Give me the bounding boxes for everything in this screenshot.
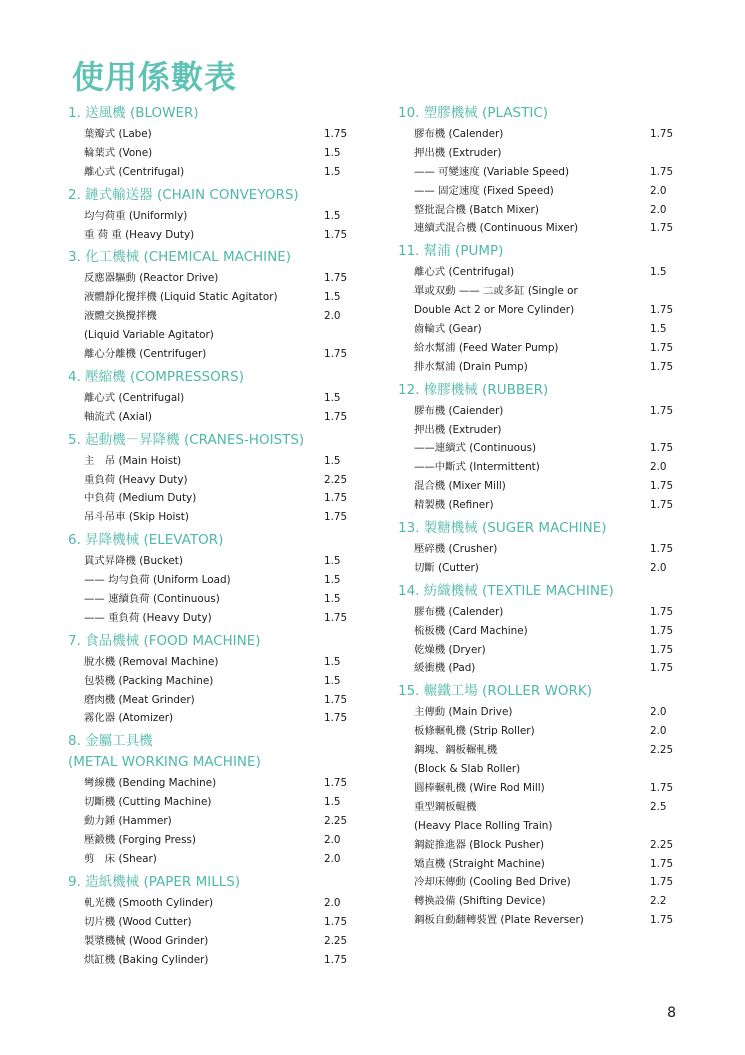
service-factor-value: 1.75: [650, 480, 674, 493]
service-factor-value: 1.75: [650, 605, 674, 618]
section: [398, 582, 698, 679]
machine-name: ——連續式 (Continuous): [414, 442, 537, 455]
section-title: 7. 食品機械 (FOOD MACHINE): [68, 632, 261, 649]
list-item: [68, 793, 358, 812]
machine-name: 押出機 (Extruder): [414, 423, 502, 436]
section: [68, 873, 358, 970]
service-factor-value: 2.0: [650, 203, 667, 216]
machine-name: 製漿機械 (Wood Grinder): [84, 934, 209, 947]
machine-name: 脫水機 (Removal Machine): [84, 655, 219, 668]
section: [398, 519, 698, 578]
service-factor-value: 1.5: [324, 454, 341, 467]
section-title: 6. 昇降機械 (ELEVATOR): [68, 532, 224, 549]
list-item: [68, 489, 358, 508]
list-item: [398, 622, 698, 641]
list-item: [68, 163, 358, 182]
list-item: [68, 207, 358, 226]
machine-name: 剪 床 (Shear): [84, 852, 157, 865]
machine-name: (Heavy Place Rolling Train): [414, 819, 553, 832]
service-factor-value: 1.75: [324, 410, 348, 423]
list-item: [398, 125, 698, 144]
machine-name: 主傳動 (Main Drive): [414, 706, 513, 719]
section-title: 15. 輾鐵工場 (ROLLER WORK): [398, 683, 593, 700]
list-item: [68, 850, 358, 869]
service-factor-value: 1.75: [324, 712, 348, 725]
service-factor-value: 1.75: [324, 777, 348, 790]
service-factor-value: 2.0: [650, 725, 667, 738]
list-item: [68, 345, 358, 364]
service-factor-value: 1.75: [324, 915, 348, 928]
service-factor-value: 1.75: [650, 128, 674, 140]
service-factor-value: 1.5: [324, 146, 341, 159]
list-item: [398, 659, 698, 678]
list-item: [398, 320, 698, 339]
list-item: [398, 817, 698, 836]
list-item: [68, 672, 358, 691]
machine-name: 給水幫浦 (Feed Water Pump): [414, 341, 559, 354]
list-item: [68, 226, 358, 245]
list-item: [398, 722, 698, 741]
page-title: 使用係數表: [72, 58, 238, 96]
service-factor-value: 1.75: [324, 693, 348, 706]
list-item: [398, 163, 698, 182]
list-item: [398, 339, 698, 358]
service-factor-value: 2.5: [650, 800, 667, 813]
page-number: 8: [667, 1005, 676, 1021]
machine-name: 動力錘 (Hammer): [84, 815, 172, 828]
list-item: [398, 559, 698, 578]
list-item: [398, 282, 698, 301]
machine-name: 切片機 (Wood Cutter): [84, 915, 192, 928]
machine-name: 鋼錠推進器 (Block Pusher): [414, 838, 545, 851]
machine-name: 冷却床傳動 (Cooling Bed Drive): [414, 876, 571, 889]
list-item: [398, 641, 698, 660]
list-item: [398, 219, 698, 238]
list-item: [398, 421, 698, 440]
service-factor-value: 2.2: [650, 895, 667, 908]
list-item: [398, 182, 698, 201]
section-title: 12. 橡膠機械 (RUBBER): [398, 381, 549, 398]
section-title: 9. 造紙機械 (PAPER MILLS): [68, 873, 241, 890]
machine-name: Double Act 2 or More Cylinder): [414, 304, 575, 317]
section: [398, 381, 698, 515]
section-title: 8. 金屬工具機: [68, 733, 153, 750]
list-item: [398, 892, 698, 911]
service-factor-value: 1.75: [650, 857, 674, 870]
service-factor-value: 1.75: [324, 511, 348, 524]
machine-name: 單或双動 —— 二或多缸 (Single or: [414, 285, 578, 298]
service-factor-value: 1.75: [650, 876, 674, 889]
list-item: [68, 389, 358, 408]
machine-name: 烘缸機 (Baking Cylinder): [84, 953, 209, 966]
list-item: [68, 144, 358, 163]
service-factor-value: 1.5: [324, 593, 341, 606]
machine-name: 重負荷 (Heavy Duty): [84, 473, 188, 486]
service-factor-value: 1.5: [650, 266, 667, 279]
machine-name: 均勻荷重 (Uniformly): [84, 209, 188, 222]
service-factor-value: 1.75: [650, 341, 674, 354]
list-item: [68, 691, 358, 710]
list-item: [68, 326, 358, 345]
list-item: [398, 703, 698, 722]
service-factor-value: 1.75: [324, 492, 348, 505]
service-factor-value: 1.5: [324, 655, 341, 668]
service-factor-value: 1.75: [650, 643, 674, 656]
list-item: [398, 201, 698, 220]
machine-name: —— 可變速度 (Variable Speed): [414, 165, 570, 178]
machine-name: 包裝機 (Packing Machine): [84, 674, 214, 687]
list-item: [398, 496, 698, 515]
machine-name: 壓碎機 (Crusher): [414, 543, 498, 556]
service-factor-value: 1.75: [650, 304, 674, 317]
list-item: [398, 836, 698, 855]
left-column: [68, 100, 358, 969]
machine-name: 液體靜化攪拌機 (Liquid Static Agitator): [84, 291, 278, 304]
service-factor-value: 1.5: [324, 796, 341, 809]
service-factor-value: 1.75: [650, 662, 674, 675]
right-column: [398, 100, 698, 930]
section-title: 13. 製糖機械 (SUGER MACHINE): [398, 520, 607, 537]
list-item: [398, 779, 698, 798]
section: [68, 732, 358, 868]
service-factor-value: 1.75: [650, 360, 674, 373]
machine-name: 緩衝機 (Pad): [414, 662, 476, 675]
service-factor-value: 1.75: [324, 128, 348, 140]
service-factor-value: 2.25: [324, 473, 348, 486]
section-title: 5. 起動機－昇降機 (CRANES-HOISTS): [68, 431, 305, 448]
service-factor-value: 1.75: [324, 272, 348, 285]
list-item: [398, 458, 698, 477]
section: [398, 242, 698, 376]
service-factor-value: 1.75: [650, 499, 674, 512]
service-factor-value: 2.25: [324, 934, 348, 947]
machine-name: 重 荷 重 (Heavy Duty): [84, 228, 195, 241]
list-item: [68, 125, 358, 144]
service-factor-value: 1.5: [324, 574, 341, 587]
section: [68, 431, 358, 528]
machine-name: 梳板機 (Card Machine): [414, 624, 528, 637]
service-factor-value: 1.5: [324, 555, 341, 568]
list-item: [68, 508, 358, 527]
section: [68, 104, 358, 182]
machine-name: 切斷機 (Cutting Machine): [84, 796, 212, 809]
list-item: [398, 760, 698, 779]
list-item: [68, 571, 358, 590]
machine-name: 彎線機 (Bending Machine): [84, 777, 217, 790]
list-item: [398, 855, 698, 874]
service-factor-value: 1.75: [650, 914, 674, 927]
service-factor-value: 2.0: [324, 896, 341, 909]
list-item: [68, 894, 358, 913]
section-title-line2: (METAL WORKING MACHINE): [68, 754, 261, 771]
machine-name: 精製機 (Refiner): [414, 499, 494, 512]
machine-name: 矯直機 (Straight Machine): [414, 857, 545, 870]
service-factor-value: 1.75: [650, 781, 674, 794]
section: [68, 531, 358, 628]
machine-name: —— 重負荷 (Heavy Duty): [84, 611, 212, 624]
section: [68, 248, 358, 363]
machine-name: 離心式 (Centrifugal): [414, 266, 515, 279]
machine-name: 軸流式 (Axial): [84, 410, 152, 423]
service-factor-value: 1.5: [324, 674, 341, 687]
machine-name: (Block & Slab Roller): [414, 763, 521, 776]
machine-name: 主 吊 (Main Hoist): [84, 454, 182, 467]
machine-name: 葉瓣式 (Labe): [84, 128, 152, 140]
section-title: 11. 幫浦 (PUMP): [398, 243, 504, 260]
section: [398, 104, 698, 238]
section-title: 10. 塑膠機械 (PLASTIC): [398, 105, 549, 121]
list-item: [398, 358, 698, 377]
list-item: [398, 741, 698, 760]
section: [68, 632, 358, 729]
list-item: [398, 603, 698, 622]
machine-name: 膠布機 (Caiender): [414, 404, 504, 417]
machine-name: 重型鋼板輥機: [414, 800, 477, 813]
machine-name: 離心式 (Centrifugal): [84, 391, 185, 404]
section: [398, 682, 698, 930]
list-item: [68, 609, 358, 628]
service-factor-value: 1.5: [324, 209, 341, 222]
machine-name: 乾燥機 (Dryer): [414, 643, 486, 656]
service-factor-value: 2.0: [650, 706, 667, 719]
machine-name: 轉換設備 (Shifting Device): [414, 895, 546, 908]
section: [68, 186, 358, 245]
machine-name: 鋼塊、鋼板輾軋機: [414, 744, 498, 757]
list-item: [398, 144, 698, 163]
machine-name: 輪葉式 (Vone): [84, 146, 153, 159]
service-factor-value: 1.5: [324, 291, 341, 304]
machine-name: 膠布機 (Calender): [414, 605, 504, 618]
service-factor-value: 1.75: [324, 228, 348, 241]
service-factor-value: 2.25: [324, 815, 348, 828]
list-item: [398, 540, 698, 559]
machine-name: 貫式昇降機 (Bucket): [84, 555, 183, 568]
machine-name: 霧化器 (Atomizer): [84, 712, 174, 725]
service-factor-value: 1.5: [650, 323, 667, 336]
machine-name: 離心分離機 (Centrifuger): [84, 348, 207, 361]
list-item: [68, 552, 358, 571]
machine-name: 反應器驅動 (Reactor Drive): [84, 272, 219, 285]
list-item: [68, 709, 358, 728]
list-item: [68, 269, 358, 288]
service-factor-value: 2.0: [324, 834, 341, 847]
machine-name: 連續式混合機 (Continuous Mixer): [414, 222, 579, 235]
service-factor-value: 1.75: [324, 348, 348, 361]
list-item: [68, 913, 358, 932]
machine-name: 排水幫浦 (Drain Pump): [414, 360, 528, 373]
list-item: [68, 774, 358, 793]
machine-name: —— 固定速度 (Fixed Speed): [414, 184, 554, 197]
machine-name: 鋼板自動翻轉裝置 (Plate Reverser): [414, 914, 584, 927]
list-item: [398, 402, 698, 421]
list-item: [68, 471, 358, 490]
list-item: [68, 951, 358, 970]
machine-name: 混合機 (Mixer Mill): [414, 480, 506, 493]
machine-name: 板條輾軋機 (Strip Roller): [414, 725, 535, 738]
machine-name: 中負荷 (Medium Duty): [84, 492, 197, 505]
machine-name: 押出機 (Extruder): [414, 146, 502, 159]
list-item: [398, 911, 698, 930]
list-item: [398, 263, 698, 282]
list-item: [68, 932, 358, 951]
list-item: [68, 452, 358, 471]
list-item: [398, 477, 698, 496]
section-title: 1. 送風機 (BLOWER): [68, 105, 199, 121]
machine-name: 整批混合機 (Batch Mixer): [414, 203, 539, 216]
service-factor-value: 2.0: [650, 561, 667, 574]
machine-name: 吊斗吊車 (Skip Hoist): [84, 511, 189, 524]
machine-name: 膠布機 (Calender): [414, 128, 504, 140]
service-factor-value: 1.75: [324, 953, 348, 966]
machine-name: 軋光機 (Smooth Cylinder): [84, 896, 213, 909]
service-factor-value: 2.25: [650, 744, 674, 757]
machine-name: 齒輪式 (Gear): [414, 323, 482, 336]
service-factor-value: 1.5: [324, 391, 341, 404]
list-item: [68, 408, 358, 427]
list-item: [398, 439, 698, 458]
service-factor-value: 2.0: [650, 461, 667, 474]
machine-name: 液體交換攪拌機: [84, 310, 157, 323]
list-item: [68, 831, 358, 850]
machine-name: 離心式 (Centrifugal): [84, 165, 185, 178]
service-factor-value: 1.75: [650, 442, 674, 455]
service-factor-value: 1.75: [650, 404, 674, 417]
machine-name: —— 均勻負荷 (Uniform Load): [84, 574, 231, 587]
list-item: [68, 653, 358, 672]
section-title: 14. 紡織機械 (TEXTILE MACHINE): [398, 582, 614, 599]
service-factor-value: 1.75: [650, 624, 674, 637]
service-factor-value: 2.0: [650, 184, 667, 197]
machine-name: 壓鍛機 (Forging Press): [84, 834, 196, 847]
list-item: [68, 288, 358, 307]
machine-name: ——中斷式 (Intermittent): [414, 461, 540, 474]
service-factor-value: 1.75: [650, 165, 674, 178]
list-item: [398, 798, 698, 817]
section-title: 4. 壓縮機 (COMPRESSORS): [68, 368, 244, 385]
list-item: [398, 301, 698, 320]
section: [68, 368, 358, 427]
service-factor-value: 1.75: [324, 611, 348, 624]
section-title: 3. 化工機械 (CHEMICAL MACHINE): [68, 249, 292, 266]
service-factor-value: 1.75: [650, 543, 674, 556]
service-factor-value: 1.5: [324, 165, 341, 178]
machine-name: (Liquid Variable Agitator): [84, 329, 214, 342]
list-item: [68, 812, 358, 831]
machine-name: —— 連續負荷 (Continuous): [84, 593, 220, 606]
service-factor-value: 2.0: [324, 852, 341, 865]
machine-name: 切斷 (Cutter): [414, 561, 479, 574]
list-item: [68, 307, 358, 326]
list-item: [68, 590, 358, 609]
service-factor-value: 2.0: [324, 310, 341, 323]
section-title: 2. 鏈式輸送器 (CHAIN CONVEYORS): [68, 186, 299, 203]
machine-name: 圓棒輾軋機 (Wire Rod Mill): [414, 781, 545, 794]
list-item: [398, 873, 698, 892]
service-factor-value: 1.75: [650, 222, 674, 235]
service-factor-value: 2.25: [650, 838, 674, 851]
machine-name: 磨肉機 (Meat Grinder): [84, 693, 195, 706]
